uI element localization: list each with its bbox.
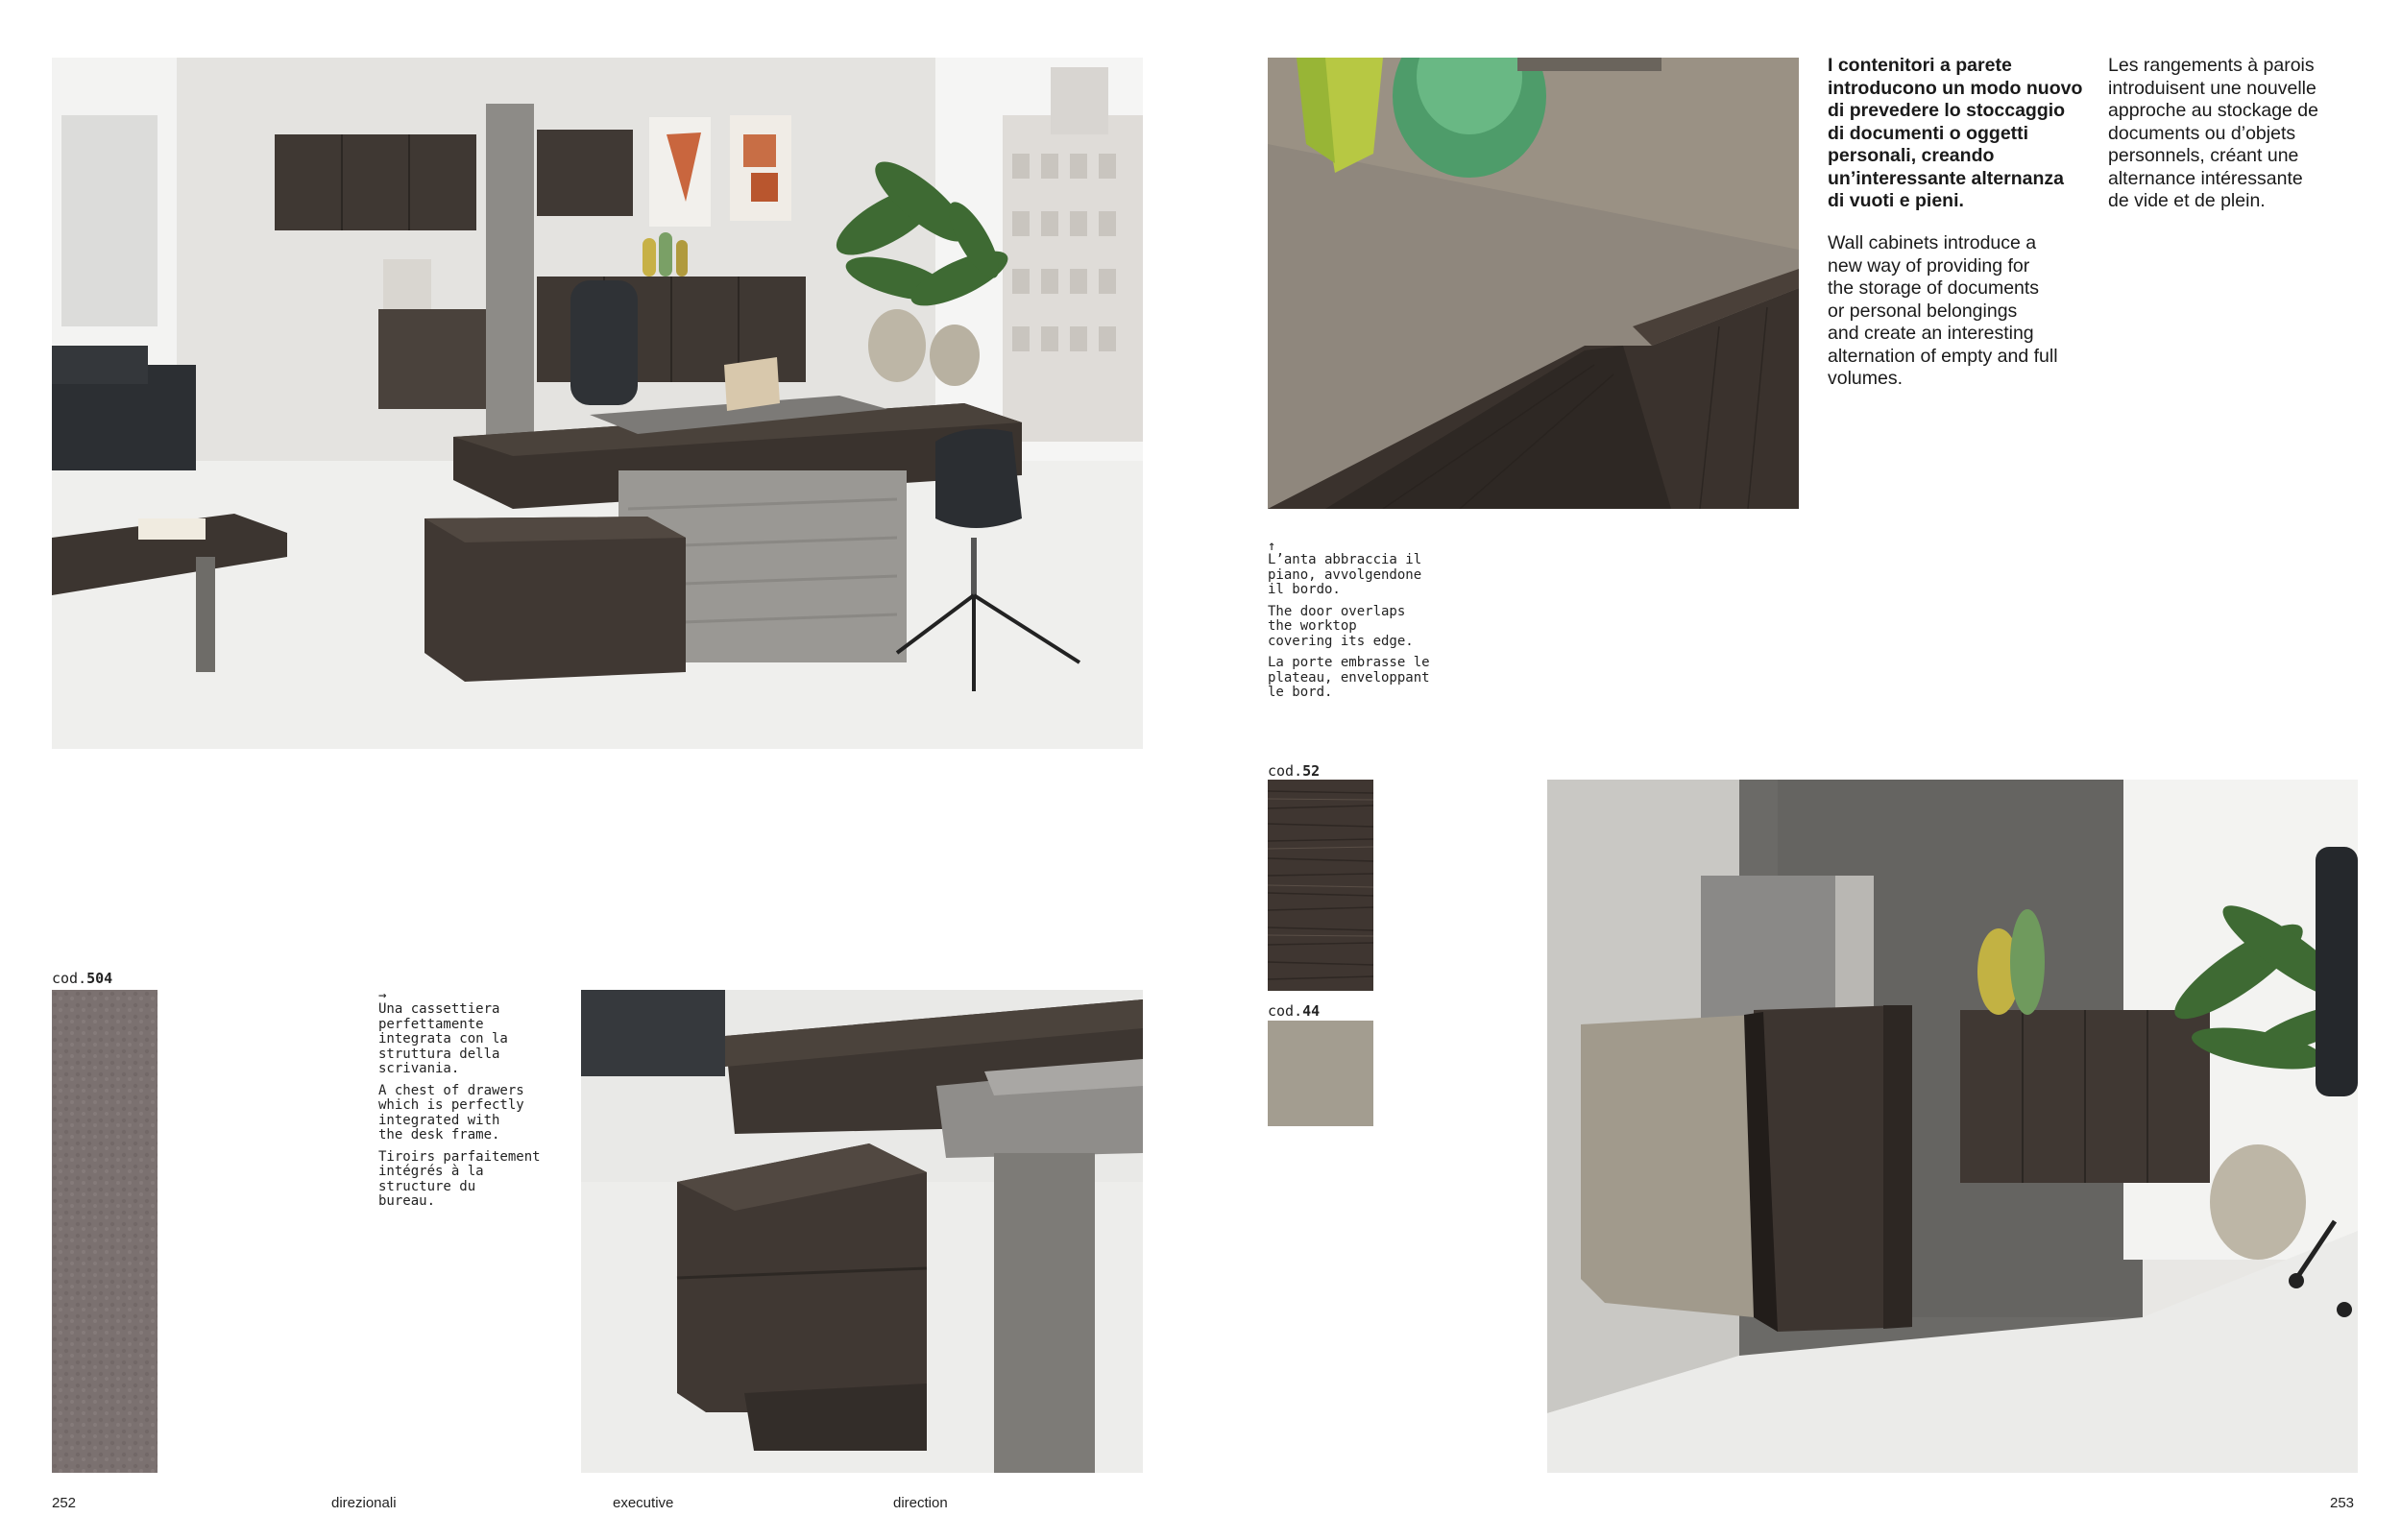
wall-cabinet-photo [1547,780,2358,1473]
swatch-prefix: cod. [52,970,87,987]
swatch-code: 504 [86,970,113,987]
swatch-label [52,970,112,987]
swatch-label [1268,1002,1320,1020]
swatch-prefix: cod. [1268,762,1303,780]
caption-door [1268,540,1460,708]
caption-drawers-it: Una cassettiera perfettamente integrata con la struttura della scrivania. [378,1001,508,1076]
drawer-detail-photo [581,990,1143,1473]
swatch-code: 44 [1302,1002,1321,1020]
intro-french: Les rangements à parois introduisent une nouvelle approche au stockage de documents ou d’objets personnels, créant une alternance intéressante de vide et de plein. [2108,55,2318,211]
caption-door-it: L’anta abbraccia il piano, avvolgendone il bordo. [1268,552,1422,597]
intro-italian: I contenitori a parete introducono un modo nuovo di prevedere lo stoccaggio di documenti o oggetti personali, creando un’interessante alternanza di vuoti e pieni. [1828,55,2083,211]
page-number-left: 252 [52,1495,77,1511]
swatch-leather [52,990,158,1473]
swatch-wood [1268,780,1373,991]
swatch-lacquer [1268,1021,1373,1126]
caption-door-fr: La porte embrasse le plateau, enveloppant le bord. [1268,655,1430,700]
arrow-right-icon: → [378,988,387,1003]
caption-door-en: The door overlaps the worktop covering its edge. [1268,603,1414,649]
footer-nav-executive[interactable]: executive [613,1495,674,1511]
footer-nav-direction[interactable]: direction [893,1495,948,1511]
caption-drawers-en: A chest of drawers which is perfectly integrated with the desk frame. [378,1082,524,1143]
door-detail-photo [1268,58,1799,509]
swatch-label [1268,762,1320,780]
swatch-prefix: cod. [1268,1002,1303,1020]
caption-drawers [378,989,561,1216]
page-number-right: 253 [2330,1495,2355,1511]
caption-drawers-fr: Tiroirs parfaitement intégrés à la structure du bureau. [378,1148,541,1209]
arrow-up-icon: ↑ [1268,539,1276,554]
intro-english: Wall cabinets introduce a new way of providing for the storage of documents or personal belongings and create an interesting alternation of empty and full volumes. [1828,232,2058,389]
office-photo [52,58,1143,749]
footer-nav-direzionali[interactable]: direzionali [331,1495,397,1511]
swatch-code: 52 [1302,762,1321,780]
